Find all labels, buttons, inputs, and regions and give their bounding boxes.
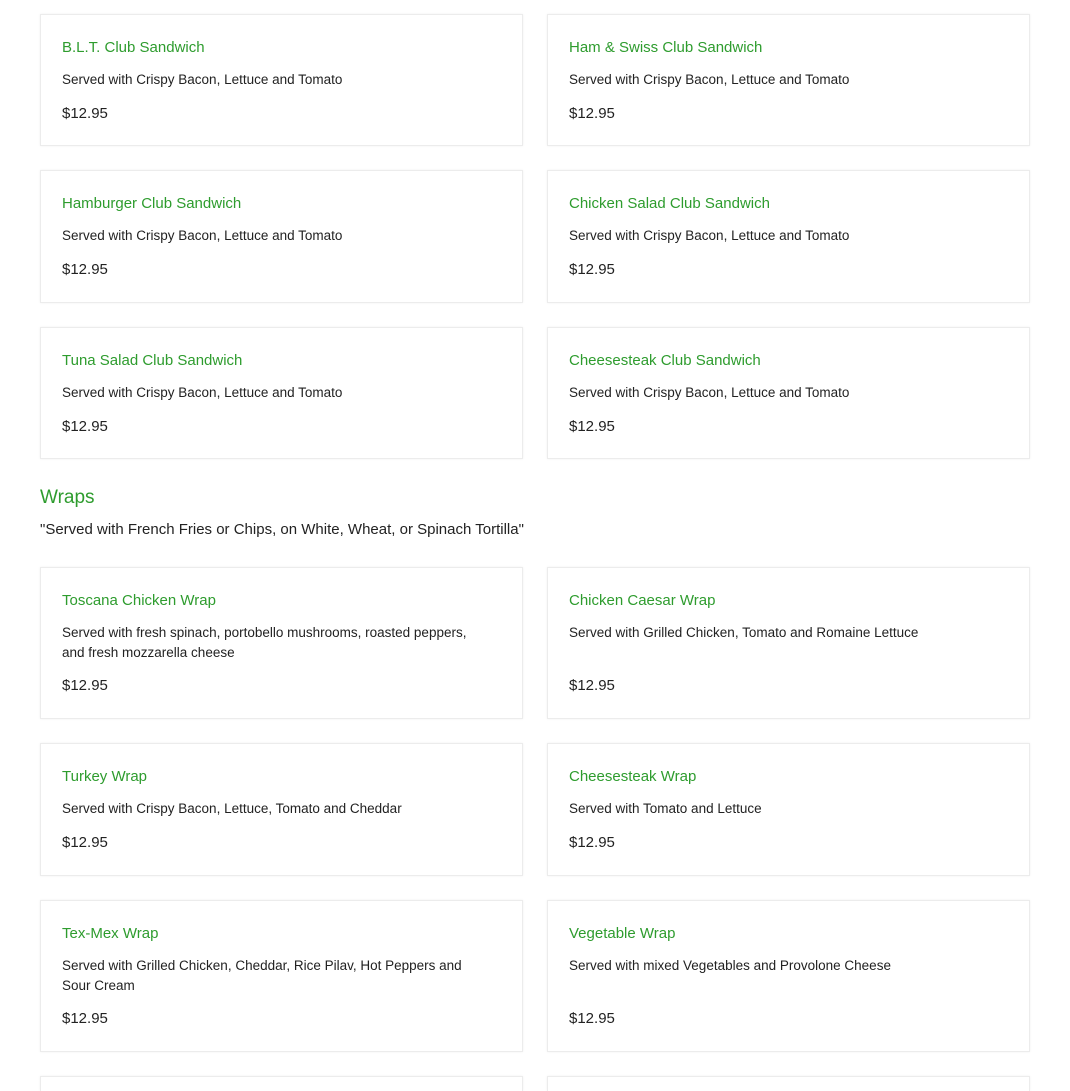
menu-item-card[interactable] <box>547 170 1030 303</box>
item-name: Cheesesteak Club Sandwich <box>569 352 761 369</box>
menu-item-card[interactable] <box>40 170 523 303</box>
item-name: Tex-Mex Wrap <box>62 925 159 942</box>
item-description: Served with Crispy Bacon, Lettuce and Tomato <box>569 72 850 87</box>
menu-item-card[interactable] <box>40 327 523 459</box>
item-description: Served with Crispy Bacon, Lettuce and Tomato <box>569 228 850 243</box>
item-name: Tuna Salad Club Sandwich <box>62 352 243 369</box>
menu-item-card[interactable] <box>40 567 523 719</box>
menu-item-card[interactable] <box>547 743 1030 876</box>
item-price: $12.95 <box>569 677 615 694</box>
menu-item-card[interactable] <box>547 327 1030 459</box>
menu-item-card[interactable] <box>40 14 523 146</box>
menu-item-card[interactable] <box>547 900 1030 1052</box>
item-name: Vegetable Wrap <box>569 925 676 942</box>
item-description: Served with Crispy Bacon, Lettuce and Tomato <box>62 228 343 243</box>
item-price: $12.95 <box>62 677 108 694</box>
item-price: $12.95 <box>569 105 615 122</box>
item-price: $12.95 <box>569 418 615 435</box>
menu-item-card[interactable] <box>547 14 1030 146</box>
item-name: Turkey Wrap <box>62 768 148 785</box>
menu-item-card[interactable] <box>40 743 523 876</box>
item-price: $12.95 <box>62 418 108 435</box>
item-price: $12.95 <box>569 261 615 278</box>
item-price: $12.95 <box>62 834 108 851</box>
item-name: B.L.T. Club Sandwich <box>62 39 205 56</box>
item-name: Chicken Caesar Wrap <box>569 592 716 609</box>
item-description: Served with Crispy Bacon, Lettuce, Tomato and Cheddar <box>62 801 402 816</box>
item-name: Hamburger Club Sandwich <box>62 195 242 212</box>
item-description: Served with Crispy Bacon, Lettuce and Tomato <box>569 385 850 400</box>
menu-item-card-partial[interactable] <box>547 1076 1030 1091</box>
menu-item-card-partial[interactable] <box>40 1076 523 1091</box>
section-title: Wraps <box>40 487 95 508</box>
item-price: $12.95 <box>62 1010 108 1027</box>
item-description: Served with Grilled Chicken, Cheddar, Rice Pilav, Hot Peppers and Sour Cream <box>62 958 462 993</box>
item-price: $12.95 <box>569 834 615 851</box>
item-description: Served with Tomato and Lettuce <box>569 801 762 816</box>
item-description: Served with fresh spinach, portobello mushrooms, roasted peppers, and fresh mozzarella cheese <box>62 625 467 660</box>
item-name: Ham & Swiss Club Sandwich <box>569 39 763 56</box>
item-name: Cheesesteak Wrap <box>569 768 697 785</box>
item-name: Toscana Chicken Wrap <box>62 592 216 609</box>
item-price: $12.95 <box>569 1010 615 1027</box>
menu-item-card[interactable] <box>40 900 523 1052</box>
menu-item-card[interactable] <box>547 567 1030 719</box>
item-description: Served with Crispy Bacon, Lettuce and Tomato <box>62 72 343 87</box>
item-price: $12.95 <box>62 261 108 278</box>
item-description: Served with Grilled Chicken, Tomato and Romaine Lettuce <box>569 625 919 640</box>
item-name: Chicken Salad Club Sandwich <box>569 195 770 212</box>
section-note: "Served with French Fries or Chips, on White, Wheat, or Spinach Tortilla" <box>40 521 524 538</box>
item-description: Served with mixed Vegetables and Provolone Cheese <box>569 958 891 973</box>
item-price: $12.95 <box>62 105 108 122</box>
item-description: Served with Crispy Bacon, Lettuce and Tomato <box>62 385 343 400</box>
